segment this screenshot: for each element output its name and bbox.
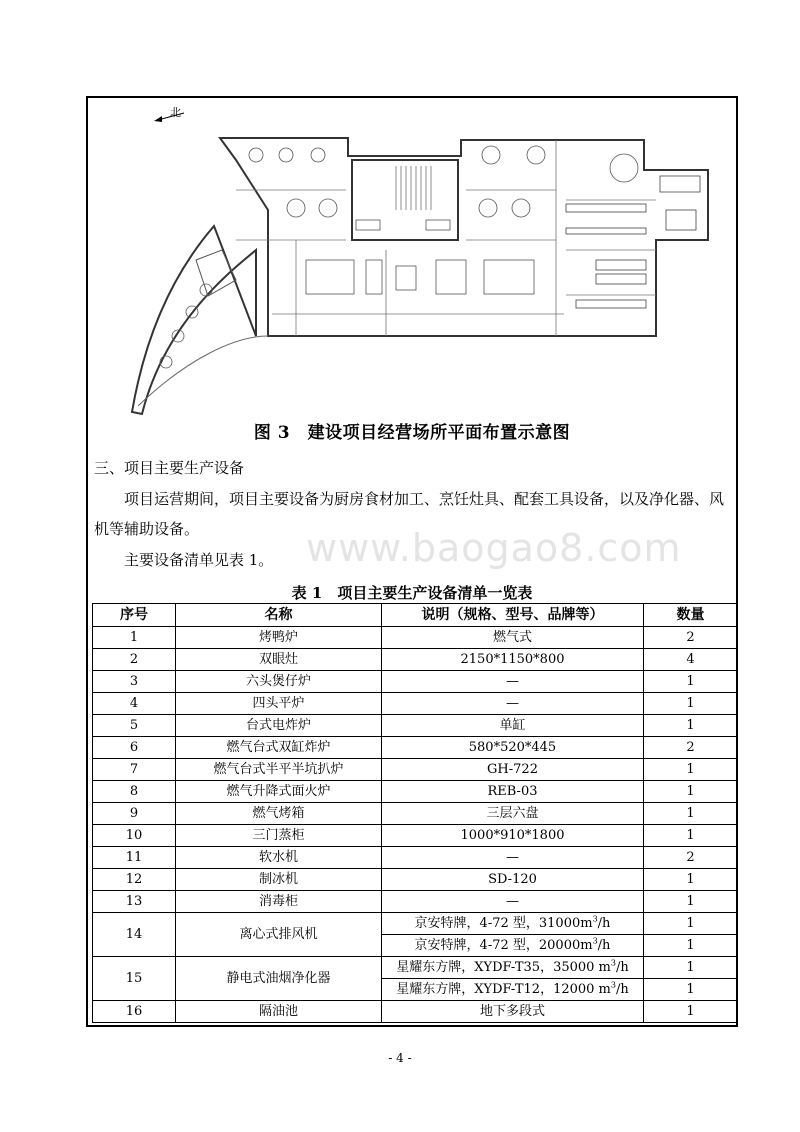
cell-name: 软水机 bbox=[176, 847, 382, 869]
paragraph-equipment-intro: 项目运营期间，项目主要设备为厨房食材加工、烹饪灶具、配套工具设备，以及净化器、风机等辅助设备。 bbox=[94, 490, 725, 538]
cell-name: 燃气烤箱 bbox=[176, 803, 382, 825]
cell-qty: 1 bbox=[644, 957, 738, 979]
table-row bbox=[93, 891, 738, 913]
table-row bbox=[93, 803, 738, 825]
cell-spec: GH-722 bbox=[382, 759, 644, 781]
table-row bbox=[93, 957, 738, 979]
header-qty: 数量 bbox=[644, 604, 738, 627]
cell-no: 6 bbox=[93, 737, 176, 759]
table-row bbox=[93, 759, 738, 781]
cell-no: 3 bbox=[93, 671, 176, 693]
cell-qty: 1 bbox=[644, 913, 738, 935]
cell-qty: 1 bbox=[644, 671, 738, 693]
spec-text: 星耀东方牌，XYDF-T35，35000 m bbox=[396, 959, 611, 975]
table-row bbox=[93, 1001, 738, 1023]
cell-name: 六头煲仔炉 bbox=[176, 671, 382, 693]
cell-name: 隔油池 bbox=[176, 1001, 382, 1023]
cell-spec: SD-120 bbox=[382, 869, 644, 891]
cell-no: 2 bbox=[93, 649, 176, 671]
table-row bbox=[93, 825, 738, 847]
spec-text: 京安特牌，4-72 型，20000m bbox=[414, 937, 593, 953]
cell-qty: 1 bbox=[644, 693, 738, 715]
header-no: 序号 bbox=[93, 604, 176, 627]
table-row bbox=[93, 715, 738, 737]
cell-spec: 580*520*445 bbox=[382, 737, 644, 759]
cell-no: 8 bbox=[93, 781, 176, 803]
cell-qty: 1 bbox=[644, 803, 738, 825]
cell-spec bbox=[382, 935, 644, 957]
cell-spec: 单缸 bbox=[382, 715, 644, 737]
cell-qty: 2 bbox=[644, 627, 738, 649]
cell-no: 7 bbox=[93, 759, 176, 781]
paragraph-table-reference: 主要设备清单见表 1。 bbox=[124, 551, 274, 569]
unit-exponent: 3 bbox=[610, 958, 616, 968]
cell-no: 9 bbox=[93, 803, 176, 825]
cell-spec: — bbox=[382, 847, 644, 869]
cell-name: 双眼灶 bbox=[176, 649, 382, 671]
cell-no: 16 bbox=[93, 1001, 176, 1023]
header-name: 名称 bbox=[176, 604, 382, 627]
cell-no: 13 bbox=[93, 891, 176, 913]
cell-no: 1 bbox=[93, 627, 176, 649]
table-row bbox=[93, 627, 738, 649]
floor-plan-drawing bbox=[96, 100, 720, 418]
unit-exponent: 3 bbox=[610, 980, 616, 990]
cell-no: 11 bbox=[93, 847, 176, 869]
cell-qty: 1 bbox=[644, 1001, 738, 1023]
cell-name: 四头平炉 bbox=[176, 693, 382, 715]
cell-qty: 1 bbox=[644, 935, 738, 957]
cell-spec bbox=[382, 913, 644, 935]
cell-spec: 2150*1150*800 bbox=[382, 649, 644, 671]
unit-tail: /h bbox=[615, 981, 629, 997]
cell-qty: 1 bbox=[644, 825, 738, 847]
cell-qty: 1 bbox=[644, 891, 738, 913]
cell-name: 离心式排风机 bbox=[176, 913, 382, 957]
cell-no: 5 bbox=[93, 715, 176, 737]
cell-qty: 2 bbox=[644, 737, 738, 759]
unit-exponent: 3 bbox=[592, 914, 598, 924]
cell-spec bbox=[382, 979, 644, 1001]
cell-qty: 1 bbox=[644, 979, 738, 1001]
cell-no: 4 bbox=[93, 693, 176, 715]
watermark: www.baogao8.com bbox=[306, 526, 682, 570]
cell-spec: — bbox=[382, 671, 644, 693]
cell-spec: 1000*910*1800 bbox=[382, 825, 644, 847]
cell-spec: — bbox=[382, 693, 644, 715]
cell-qty: 1 bbox=[644, 869, 738, 891]
north-label: 北 bbox=[170, 106, 181, 119]
cell-qty: 4 bbox=[644, 649, 738, 671]
cell-no: 10 bbox=[93, 825, 176, 847]
table-row bbox=[93, 649, 738, 671]
page-number: - 4 - bbox=[388, 1051, 412, 1065]
cell-name: 燃气台式双缸炸炉 bbox=[176, 737, 382, 759]
table-row bbox=[93, 913, 738, 935]
cell-qty: 1 bbox=[644, 715, 738, 737]
header-spec: 说明（规格、型号、品牌等） bbox=[382, 604, 644, 627]
unit-tail: /h bbox=[597, 915, 611, 931]
table-row bbox=[93, 847, 738, 869]
cell-name: 消毒柜 bbox=[176, 891, 382, 913]
figure-caption: 图 3 建设项目经营场所平面布置示意图 bbox=[253, 423, 571, 443]
cell-no: 14 bbox=[93, 913, 176, 957]
floor-plan-figure bbox=[96, 100, 720, 418]
cell-no: 12 bbox=[93, 869, 176, 891]
table-row bbox=[93, 671, 738, 693]
cell-qty: 1 bbox=[644, 781, 738, 803]
unit-tail: /h bbox=[615, 959, 629, 975]
section-heading: 三、项目主要生产设备 bbox=[94, 459, 245, 477]
table-row bbox=[93, 693, 738, 715]
cell-spec: REB-03 bbox=[382, 781, 644, 803]
unit-exponent: 3 bbox=[592, 936, 598, 946]
cell-spec: 燃气式 bbox=[382, 627, 644, 649]
table-row bbox=[93, 737, 738, 759]
cell-qty: 1 bbox=[644, 759, 738, 781]
cell-name: 烤鸭炉 bbox=[176, 627, 382, 649]
table-header-row bbox=[93, 604, 738, 627]
equipment-table bbox=[92, 603, 738, 1023]
cell-name: 静电式油烟净化器 bbox=[176, 957, 382, 1001]
cell-name: 燃气台式半平半坑扒炉 bbox=[176, 759, 382, 781]
table-row bbox=[93, 781, 738, 803]
cell-name: 燃气升降式面火炉 bbox=[176, 781, 382, 803]
cell-spec: 三层六盘 bbox=[382, 803, 644, 825]
cell-spec: 地下多段式 bbox=[382, 1001, 644, 1023]
cell-spec: — bbox=[382, 891, 644, 913]
unit-tail: /h bbox=[597, 937, 611, 953]
table-caption: 表 1 项目主要生产设备清单一览表 bbox=[291, 584, 533, 602]
table-row bbox=[93, 869, 738, 891]
cell-no: 15 bbox=[93, 957, 176, 1001]
cell-qty: 2 bbox=[644, 847, 738, 869]
cell-spec bbox=[382, 957, 644, 979]
cell-name: 三门蒸柜 bbox=[176, 825, 382, 847]
cell-name: 制冰机 bbox=[176, 869, 382, 891]
cell-name: 台式电炸炉 bbox=[176, 715, 382, 737]
spec-text: 星耀东方牌，XYDF-T12，12000 m bbox=[396, 981, 611, 997]
spec-text: 京安特牌，4-72 型，31000m bbox=[414, 915, 593, 931]
